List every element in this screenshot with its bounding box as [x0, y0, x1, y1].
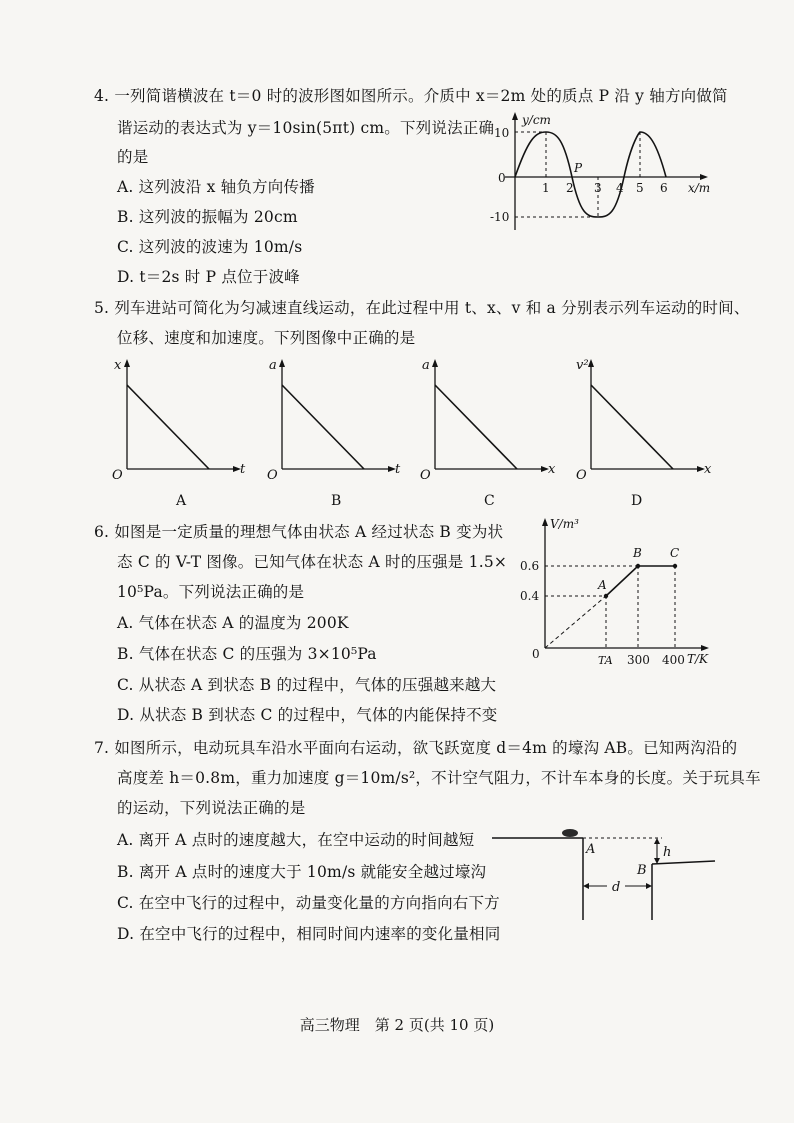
- q4-option-a: A. 这列波沿 x 轴负方向传播: [117, 178, 315, 196]
- q5-a-origin: O: [112, 468, 123, 483]
- q4-y-axis-label: y/cm: [522, 113, 551, 127]
- q6-y-tick-06: 0.6: [520, 559, 540, 573]
- q7-trench-diagram: [490, 820, 720, 930]
- q6-x-tick-300: 300: [627, 653, 650, 667]
- q5-a-x-label: t: [240, 462, 246, 477]
- q4-x-tick-4: 4: [616, 181, 624, 195]
- q6-point-b: B: [633, 546, 642, 560]
- q6-y-tick-04: 0.4: [520, 589, 540, 603]
- q6-option-c: C. 从状态 A 到状态 B 的过程中，气体的压强越来越大: [117, 676, 497, 694]
- q4-line1-text: 一列简谐横波在 t＝0 时的波形图如图所示。介质中 x＝2m 处的质点 P 沿 y 轴方向做简: [114, 87, 728, 105]
- q4-wave-curve: [515, 132, 666, 217]
- q5-graph-c: [420, 355, 560, 515]
- q7-number: 7.: [94, 739, 110, 757]
- q4-x-tick-3: 3: [594, 181, 602, 195]
- q5-a-caption: A: [176, 493, 187, 509]
- q4-option-b: B. 这列波的振幅为 20cm: [117, 208, 298, 226]
- q6-option-b: B. 气体在状态 C 的压强为 3×10⁵Pa: [117, 645, 377, 663]
- q5-b-origin: O: [267, 468, 278, 483]
- q4-x-tick-2: 2: [566, 181, 574, 195]
- q6-option-a: A. 气体在状态 A 的温度为 200K: [117, 614, 349, 632]
- q6-stem-line2: 态 C 的 V-T 图像。已知气体在状态 A 时的压强是 1.5×: [117, 553, 508, 571]
- q4-wave-graph: [490, 110, 720, 240]
- q4-y-tick-neg10: -10: [490, 210, 510, 224]
- q7-option-a: A. 离开 A 点时的速度越大，在空中运动的时间越短: [117, 831, 475, 849]
- q4-x-tick-6: 6: [660, 181, 668, 195]
- q7-stem-line1: [94, 738, 737, 758]
- q5-c-caption: C: [484, 493, 495, 509]
- q4-option-c: C. 这列波的波速为 10m/s: [117, 238, 303, 256]
- q4-x-tick-1: 1: [542, 181, 550, 195]
- q6-x-tick-ta: TA: [598, 654, 613, 667]
- q4-x-axis-label: x/m: [688, 181, 711, 195]
- q7-stem-line2: 高度差 h＝0.8m，重力加速度 g＝10m/s²，不计空气阻力，不计车本身的长度。关于玩具车: [117, 769, 761, 787]
- q5-graph-a: [112, 355, 252, 515]
- q5-b-caption: B: [331, 493, 342, 509]
- q5-stem-line1: [94, 298, 750, 318]
- q6-y-axis-label: V/m³: [550, 517, 579, 531]
- q6-number: 6.: [94, 523, 110, 541]
- q6-point-a: A: [598, 578, 607, 592]
- q5-d-origin: O: [576, 468, 587, 483]
- q5-c-origin: O: [420, 468, 431, 483]
- q6-vt-graph: [520, 512, 720, 672]
- q6-origin: 0: [532, 647, 540, 661]
- q7-stem-line3: 的运动，下列说法正确的是: [117, 799, 306, 817]
- q7-point-a: A: [586, 842, 596, 857]
- q4-origin-label: 0: [498, 171, 506, 185]
- q4-number: 4.: [94, 87, 110, 105]
- q4-stem-line3: 的是: [117, 148, 149, 166]
- q6-point-c: C: [670, 546, 680, 560]
- q7-option-c: C. 在空中飞行的过程中，动量变化量的方向指向右下方: [117, 894, 500, 912]
- q4-stem-line2: 谐运动的表达式为 y＝10sin(5πt) cm。下列说法正确: [117, 119, 495, 137]
- q7-option-d: D. 在空中飞行的过程中，相同时间内速率的变化量相同: [117, 925, 501, 943]
- q5-d-x-label: x: [704, 462, 712, 477]
- q4-option-d: D. t＝2s 时 P 点位于波峰: [117, 268, 300, 286]
- q5-c-x-label: x: [548, 462, 556, 477]
- q5-c-y-label: a: [422, 358, 430, 373]
- q5-a-y-label: x: [114, 358, 122, 373]
- q6-x-axis-label: T/K: [687, 652, 709, 666]
- q5-graph-d: [576, 355, 716, 515]
- q5-number: 5.: [94, 299, 110, 317]
- q7-point-b: B: [637, 863, 647, 878]
- q5-graph-b: [267, 355, 407, 515]
- toy-car-icon: [562, 829, 578, 837]
- q6-stem-line1: [94, 522, 503, 542]
- q6-stem-line3: 10⁵Pa。下列说法正确的是: [117, 583, 305, 601]
- q7-line1-text: 如图所示，电动玩具车沿水平面向右运动，欲飞跃宽度 d＝4m 的壕沟 AB。已知两沟沿的: [114, 739, 738, 757]
- q5-b-x-label: t: [395, 462, 401, 477]
- q7-h-label: h: [663, 845, 672, 860]
- q6-x-tick-400: 400: [662, 653, 685, 667]
- q5-d-y-label: v²: [576, 358, 589, 373]
- q5-line1-text: 列车进站可简化为匀减速直线运动，在此过程中用 t、x、v 和 a 分别表示列车运动的时间、: [114, 299, 750, 317]
- q5-stem-line2: 位移、速度和加速度。下列图像中正确的是: [117, 329, 416, 347]
- q4-stem-line1: [94, 86, 728, 106]
- q7-d-label: d: [612, 880, 621, 895]
- q4-x-tick-5: 5: [636, 181, 644, 195]
- q4-y-tick-10: 10: [494, 126, 510, 140]
- q4-point-p-label: P: [574, 161, 583, 175]
- q6-option-d: D. 从状态 B 到状态 C 的过程中，气体的内能保持不变: [117, 706, 498, 724]
- q6-line1-text: 如图是一定质量的理想气体由状态 A 经过状态 B 变为状: [114, 523, 504, 541]
- q5-d-caption: D: [631, 493, 643, 509]
- page-footer: 高三物理 第 2 页(共 10 页): [299, 1016, 495, 1034]
- q5-b-y-label: a: [269, 358, 277, 373]
- q7-option-b: B. 离开 A 点时的速度大于 10m/s 就能安全越过壕沟: [117, 863, 487, 881]
